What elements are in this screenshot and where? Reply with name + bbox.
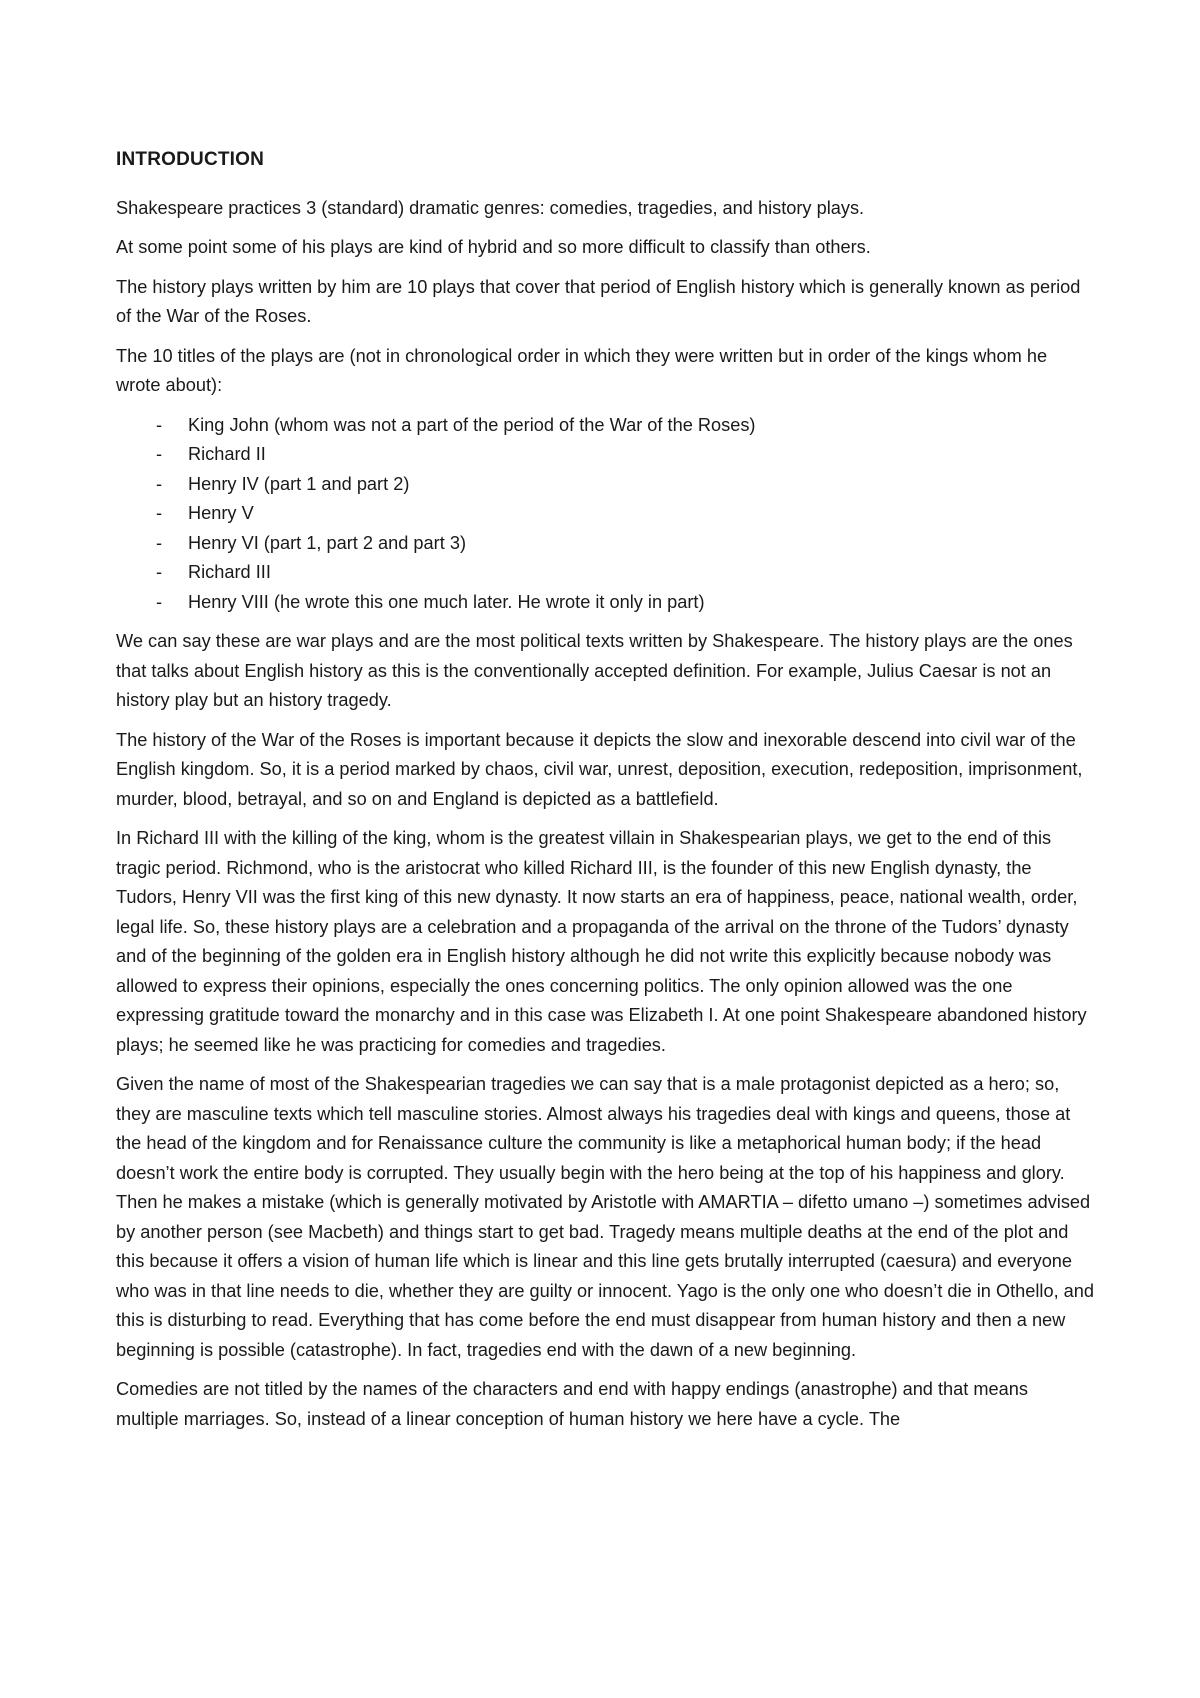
- list-item-text: Henry V: [188, 503, 254, 523]
- list-item-text: Richard II: [188, 444, 266, 464]
- list-dash: -: [156, 591, 163, 612]
- paragraph-tragedies: Given the name of most of the Shakespearian tragedies we can say that is a male protagonist depicted as a hero; so, they are masculine texts which tell masculine stories. Almost always his tragedies deal with kings and queens, those at the head of the kingdom and for Renaissance culture the community is like a metaphorical human body; if the head doesn’t work the entire body is corrupted. They usually begin with the hero being at the top of his happiness and glory. Then he makes a mistake (which is generally motivated by Aristotle with AMARTIA – difetto umano –) sometimes advised by another person (see Macbeth) and things start to get bad. Tragedy means multiple deaths at the end of the plot and this because it offers a vision of human life which is linear and this line gets brutally interrupted (caesura) and everyone who was in that line needs to die, whether they are guilty or innocent. Yago is the only one who doesn’t die in Othello, and this is disturbing to read. Everything that has come before the end must disappear from human history and then a new beginning is possible (catastrophe). In fact, tragedies end with the dawn of a new beginning.: [116, 1074, 1095, 1360]
- paragraph-comedies: Comedies are not titled by the names of the characters and end with happy endings (anastrophe) and that means multiple marriages. So, instead of a linear conception of human history we here have a cycle. The: [116, 1379, 1028, 1429]
- list-item-text: Henry VI (part 1, part 2 and part 3): [188, 532, 466, 553]
- list-dash: -: [156, 562, 163, 582]
- list-item: [116, 499, 1095, 529]
- list-item: [116, 558, 1095, 588]
- paragraph-hybrid: At some point some of his plays are kind of hybrid and so more difficult to classify than others.: [116, 237, 871, 257]
- paragraph-richard-iii: In Richard III with the killing of the king, whom is the greatest villain in Shakespearian plays, we get to the end of this tragic period. Richmond, who is the aristocrat who killed Richard III, is the founder of this new English dynasty, the Tudors, Henry VII was the first king of this new dynasty. It now starts an era of happiness, peace, national wealth, order, legal life. So, these history plays are a celebration and a propaganda of the arrival on the throne of the Tudors’ dynasty and of the beginning of the golden era in English history although he did not write this explicitly because nobody was allowed to express their opinions, especially the ones concerning politics. The only opinion allowed was the one expressing gratitude toward the monarchy and in this case was Elizabeth I. At one point Shakespeare abandoned history plays; he seemed like he was practicing for comedies and tragedies.: [116, 828, 1087, 1055]
- list-dash: -: [156, 503, 163, 523]
- list-item-text: Henry VIII (he wrote this one much later. He wrote it only in part): [188, 591, 705, 612]
- paragraph-genres: Shakespeare practices 3 (standard) dramatic genres: comedies, tragedies, and history plays.: [116, 197, 865, 218]
- paragraph-titles-intro: The 10 titles of the plays are (not in chronological order in which they were written but in order of the kings whom he wrote about):: [116, 345, 1048, 395]
- list-dash: -: [156, 473, 163, 494]
- document-title: INTRODUCTION: [116, 149, 265, 170]
- list-dash: -: [156, 532, 163, 553]
- paragraph-history-plays: The history plays written by him are 10 plays that cover that period of English history which is generally known as period of the War of the Roses.: [116, 276, 1081, 326]
- list-item: [116, 470, 1095, 500]
- list-dash: -: [156, 414, 163, 435]
- list-item: [116, 588, 1095, 618]
- paragraph-war-plays: We can say these are war plays and are the most political texts written by Shakespeare. The history plays are the ones that talks about English history as this is the conventionally accepted definition. For example, Julius Caesar is not an history play but an history tragedy.: [116, 631, 1073, 710]
- list-item-text: King John (whom was not a part of the period of the War of the Roses): [188, 414, 756, 435]
- list-item-text: Henry IV (part 1 and part 2): [188, 473, 410, 494]
- list-item: [116, 411, 1095, 441]
- list-dash: -: [156, 444, 163, 464]
- list-item-text: Richard III: [188, 562, 271, 582]
- list-item: [116, 440, 1095, 470]
- list-item: [116, 529, 1095, 559]
- paragraph-war-of-roses: The history of the War of the Roses is important because it depicts the slow and inexorable descend into civil war of the English kingdom. So, it is a period marked by chaos, civil war, unrest, deposition, execution, redeposition, imprisonment, murder, blood, betrayal, and so on and England is depicted as a battlefield.: [116, 729, 1083, 809]
- plays-list: [116, 411, 1095, 618]
